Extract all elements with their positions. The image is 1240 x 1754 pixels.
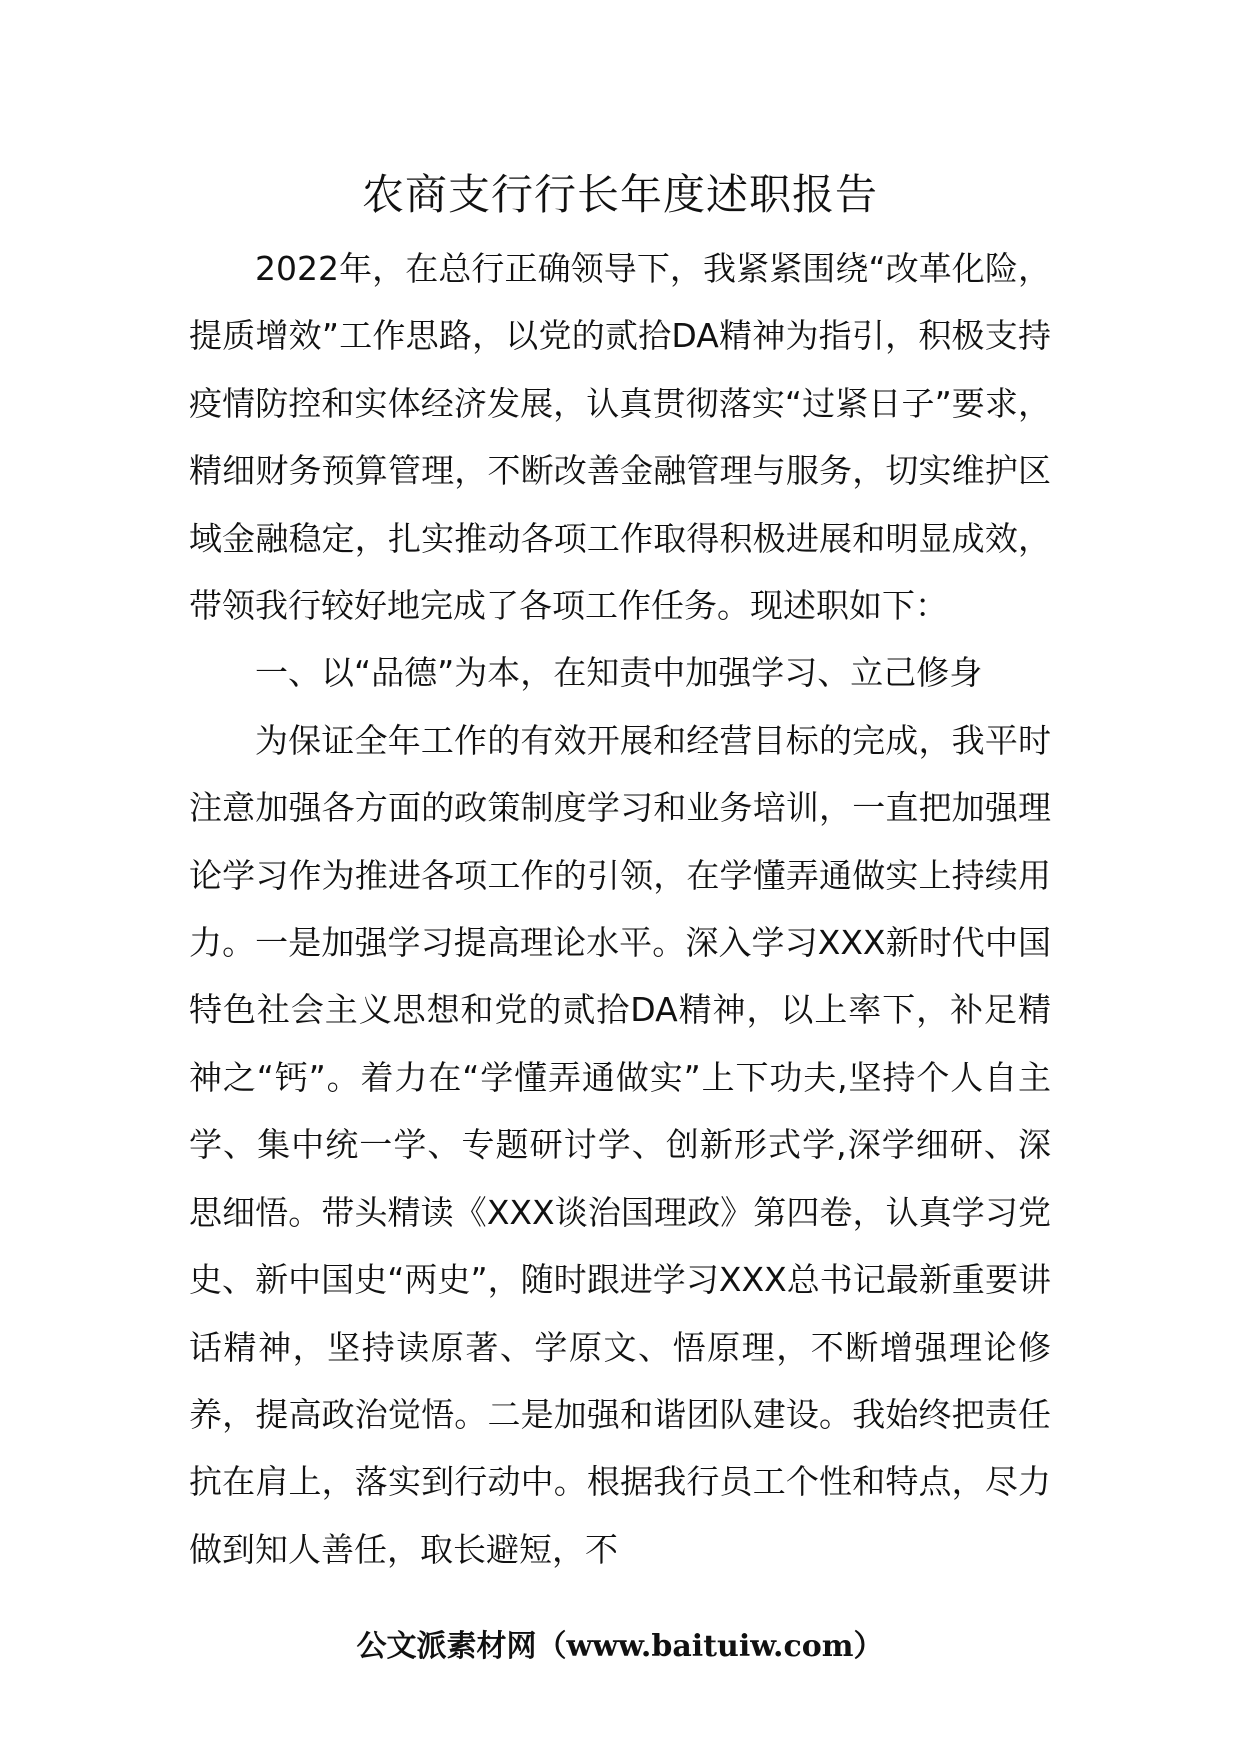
intro-paragraph: 2022年，在总行正确领导下，我紧紧围绕“改革化险，提质增效”工作思路，以党的贰拾DA精神为指引，积极支持疫情防控和实体经济发展，认真贯彻落实“过紧日子”要求，精细财务预算管理，不断改善金融管理与服务，切实维护区域金融稳定，扎实推动各项工作取得积极进展和明显成效，带领我行较好地完成了各项工作任务。现述职如下：	[189, 249, 1051, 626]
document-body	[189, 235, 1051, 1583]
document-title: 农商支行行长年度述职报告	[361, 170, 878, 219]
footer-watermark: 公文派素材网（www.baituiw.com）	[356, 1629, 884, 1664]
section-heading: 一、以“品德”为本，在知责中加强学习、立己修身	[255, 653, 983, 693]
section-paragraph: 为保证全年工作的有效开展和经营目标的完成，我平时注意加强各方面的政策制度学习和业务培训，一直把加强理论学习作为推进各项工作的引领，在学懂弄通做实上持续用力。一是加强学习提高理论水平。深入学习XXX新时代中国特色社会主义思想和党的贰拾DA精神，以上率下，补足精神之“钙”。着力在“学懂弄通做实”上下功夫,坚持个人自主学、集中统一学、专题研讨学、创新形式学,深学细研、深思细悟。带头精读《XXX谈治国理政》第四卷，认真学习党史、新中国史“两史”，随时跟进学习XXX总书记最新重要讲话精神，坚持读原著、学原文、悟原理，不断增强理论修养，提高政治觉悟。二是加强和谐团队建设。我始终把责任抗在肩上，落实到行动中。根据我行员工个性和特点，尽力做到知人善任，取长避短，不	[189, 720, 1051, 1569]
